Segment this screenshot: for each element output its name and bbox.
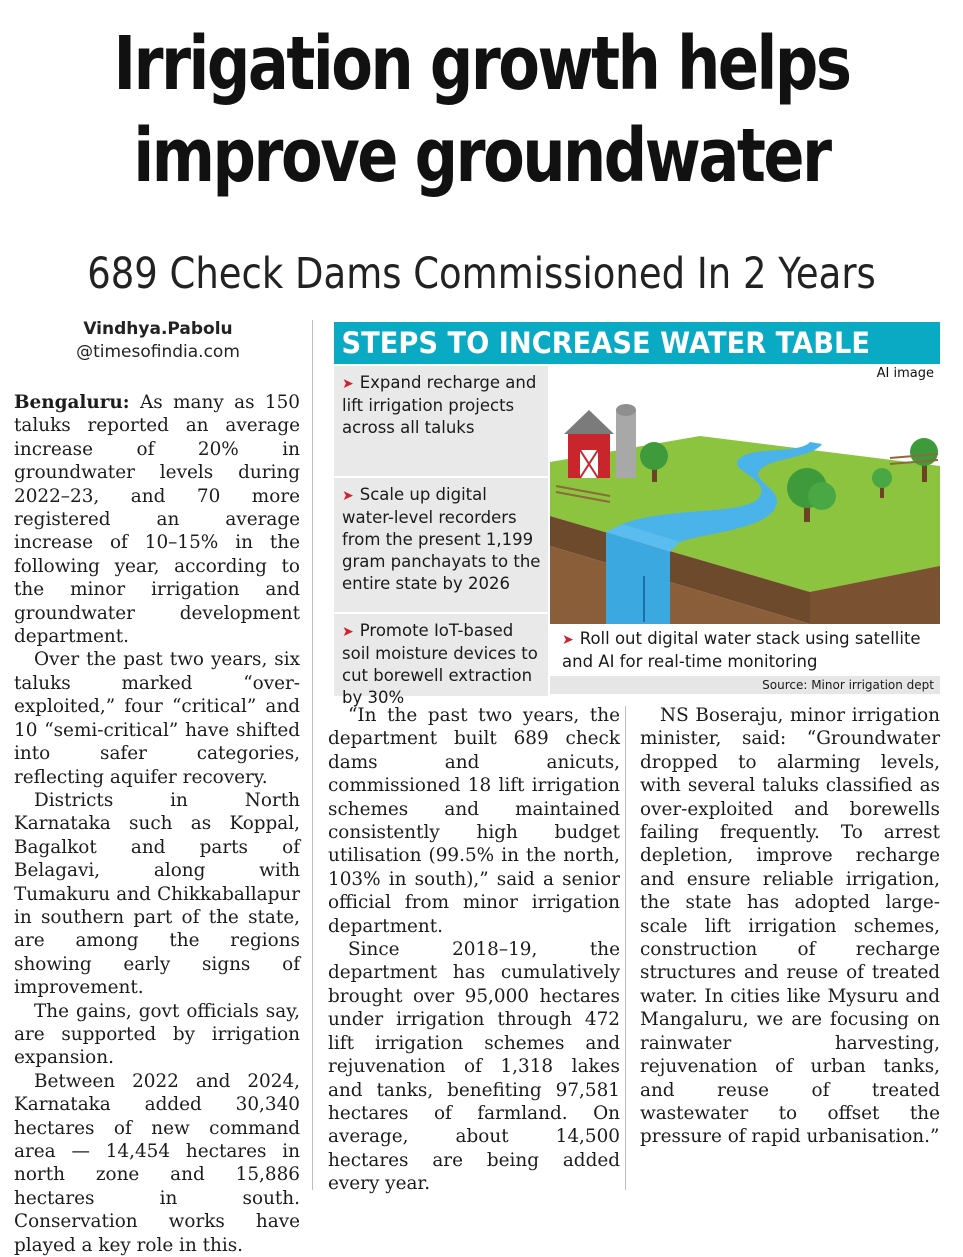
farm-river-illustration: [550, 366, 940, 624]
article-paragraph: Districts in North Karnataka such as Koppal, Bagalkot and parts of Belagavi, along with Tumakuru and Chikkaballapur in southern part of the state, are among the regions showing early signs of improvement.: [14, 789, 300, 999]
author-handle: @timesofindia.com: [76, 342, 240, 362]
dateline: Bengaluru:: [14, 392, 130, 413]
article-paragraph: Over the past two years, six taluks marked “over-exploited,” four “critical” and 10 “semi-critical” have shifted into safer categories, reflecting aquifer recovery.: [14, 649, 300, 788]
article-paragraph: Since 2018–19, the department has cumulatively brought over 95,000 hectares under irrigation through 472 lift irrigation schemes and rejuvenation of 1,318 lakes and tanks, benefiting 97,581 hectares of farmland. On average, about 14,500 hectares are being added every year.: [328, 939, 620, 1195]
article-paragraph: “In the past two years, the department built 689 check dams and anicuts, commissioned 18 lift irrigation schemes and maintained consistently high budget utilisation (99.5% in the north, 103% in south),” said a senior official from minor irrigation department.: [328, 705, 620, 937]
column-divider: [312, 320, 313, 1190]
infobox-step: ➤ Promote IoT-based soil moisture devices to cut borewell extraction by 30%: [334, 614, 548, 696]
article-column-3: [640, 704, 940, 1149]
headline: [87, 18, 877, 202]
source-credit: Source: Minor irrigation dept: [550, 676, 940, 694]
article-paragraph: Between 2022 and 2024, Karnataka added 30,340 hectares of new command area — 14,454 hectares in north zone and 15,886 hectares in south. Conservation works have played a key role in this.: [14, 1070, 300, 1256]
byline: [10, 318, 306, 364]
author-name: Vindhya.Pabolu: [83, 319, 233, 339]
arrow-icon: ➤: [342, 624, 354, 640]
ai-image-label: AI image: [876, 366, 934, 381]
infobox-title: STEPS TO INCREASE WATER TABLE: [341, 326, 871, 360]
arrow-icon: ➤: [342, 376, 354, 392]
infobox-title-bar: [334, 322, 940, 364]
article-paragraph: Bengaluru: As many as 150 taluks reported an average increase of 20% in groundwater levels during 2022–23, and 70 more registered an average increase of 10–15% in the following year, according to the minor irrigation and groundwater development department.: [14, 392, 300, 648]
arrow-icon: ➤: [562, 632, 574, 648]
article-paragraph: NS Boseraju, minor irrigation minister, said: “Groundwater dropped to alarming levels, with several taluks classified as over-exploited and borewells failing frequently. To arrest depletion, improve recharge and ensure reliable irrigation, the state has adopted large-scale lift irrigation schemes, construction of recharge structures and reuse of treated water. In cities like Mysuru and Mangaluru, we are focusing on rainwater harvesting, rejuvenation of urban tanks, and reuse of treated wastewater to offset the pressure of rapid urbanisation.”: [640, 705, 940, 1148]
headline-line-2: improve groundwater: [133, 113, 830, 199]
infobox: [334, 322, 940, 707]
headline-line-1: Irrigation growth helps: [113, 21, 850, 107]
arrow-icon: ➤: [342, 488, 354, 504]
subheadline: 689 Check Dams Commissioned In 2 Years: [87, 249, 876, 299]
article-paragraph: The gains, govt officials say, are supported by irrigation expansion.: [14, 1000, 300, 1069]
column-divider: [625, 706, 626, 1190]
article-column-2: [328, 704, 620, 1196]
article-column-1: [14, 391, 300, 1257]
infobox-step: ➤ Roll out digital water stack using satellite and AI for real-time monitoring: [550, 624, 940, 672]
infobox-step: ➤ Expand recharge and lift irrigation projects across all taluks: [334, 366, 548, 476]
infobox-step: ➤ Scale up digital water-level recorders from the present 1,199 gram panchayats to the entire state by 2026: [334, 478, 548, 612]
